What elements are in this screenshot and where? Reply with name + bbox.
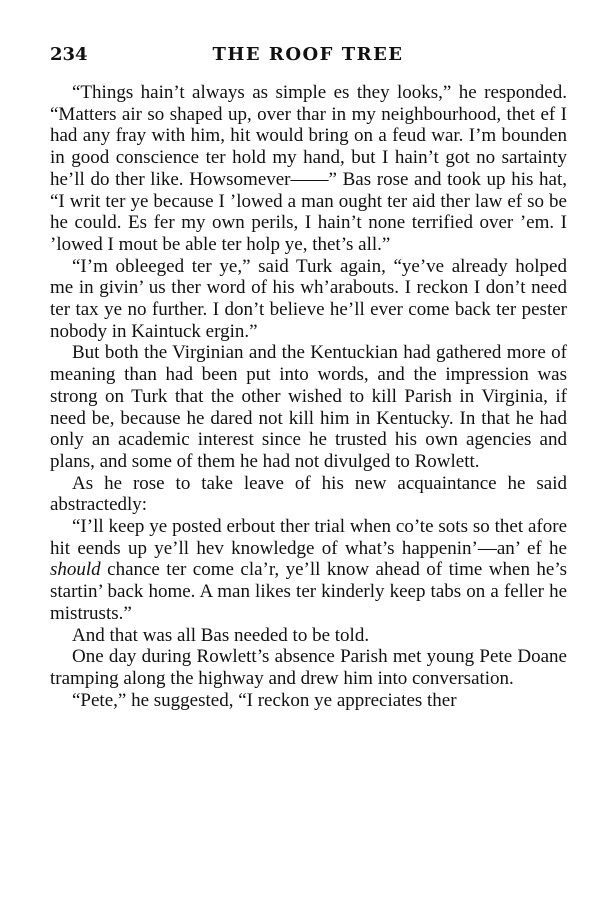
paragraph — [50, 516, 567, 625]
paragraph-text: “I’ll keep ye posted erbout ther trial when co’te sots so thet afore hit eends up ye’ll hev knowledge of what’s happenin’—an’ ef he — [50, 516, 567, 559]
body-text — [50, 82, 567, 711]
paragraph: As he rose to take leave of his new acquaintance he said abstractedly: — [50, 472, 567, 516]
paragraph: One day during Rowlett’s absence Parish met young Pete Doane tramping along the highway and drew him into conversation. — [50, 646, 567, 689]
italic-emphasis: should — [50, 559, 101, 581]
running-title: THE ROOF TREE — [212, 44, 404, 65]
page-header — [50, 44, 566, 70]
page-number: 234 — [50, 44, 88, 65]
paragraph: “I’m obleeged ter ye,” said Turk again, “ye’ve already holped me in givin’ us ther word of his wh’arabouts. I reckon I don’t need ter tax ye no further. I don’t believe he’ll ever come back ter pester nobody in Kaintuck ergin.” — [50, 255, 567, 342]
paragraph: “Things hain’t always as simple es they looks,” he responded. “Matters air so shaped up, over thar in my neighbourhood, thet ef I had any fray with him, hit would bring on a feud war. I’m bounden in good conscience ter hold my hand, but I hain’t got no sartainty he’ll do ther like. Howsomever——” Bas rose and took up his hat, “I writ ter ye because I ’lowed a man ought ter aid ther law ef so be he could. Es fer my own perils, I hain’t none terrified over ’em. I ’lowed I mout be able ter holp ye, thet’s all.” — [50, 82, 567, 255]
paragraph: But both the Virginian and the Kentuckian had gathered more of meaning than had been put into words, and the impression was strong on Turk that the other wished to kill Parish in Virginia, if need be, because he dared not kill him in Kentucky. In that he had only an academic interest since he trusted his own agencies and plans, and some of them he had not divulged to Rowlett. — [50, 342, 567, 472]
paragraph: And that was all Bas needed to be told. — [72, 624, 370, 646]
paragraph: “Pete,” he suggested, “I reckon ye appreciates ther — [72, 689, 457, 711]
paragraph-text: chance ter come cla’r, ye’ll know ahead of time when he’s startin’ back home. A man likes ter kinderly keep tabs on a feller he mistrusts.” — [50, 559, 567, 624]
